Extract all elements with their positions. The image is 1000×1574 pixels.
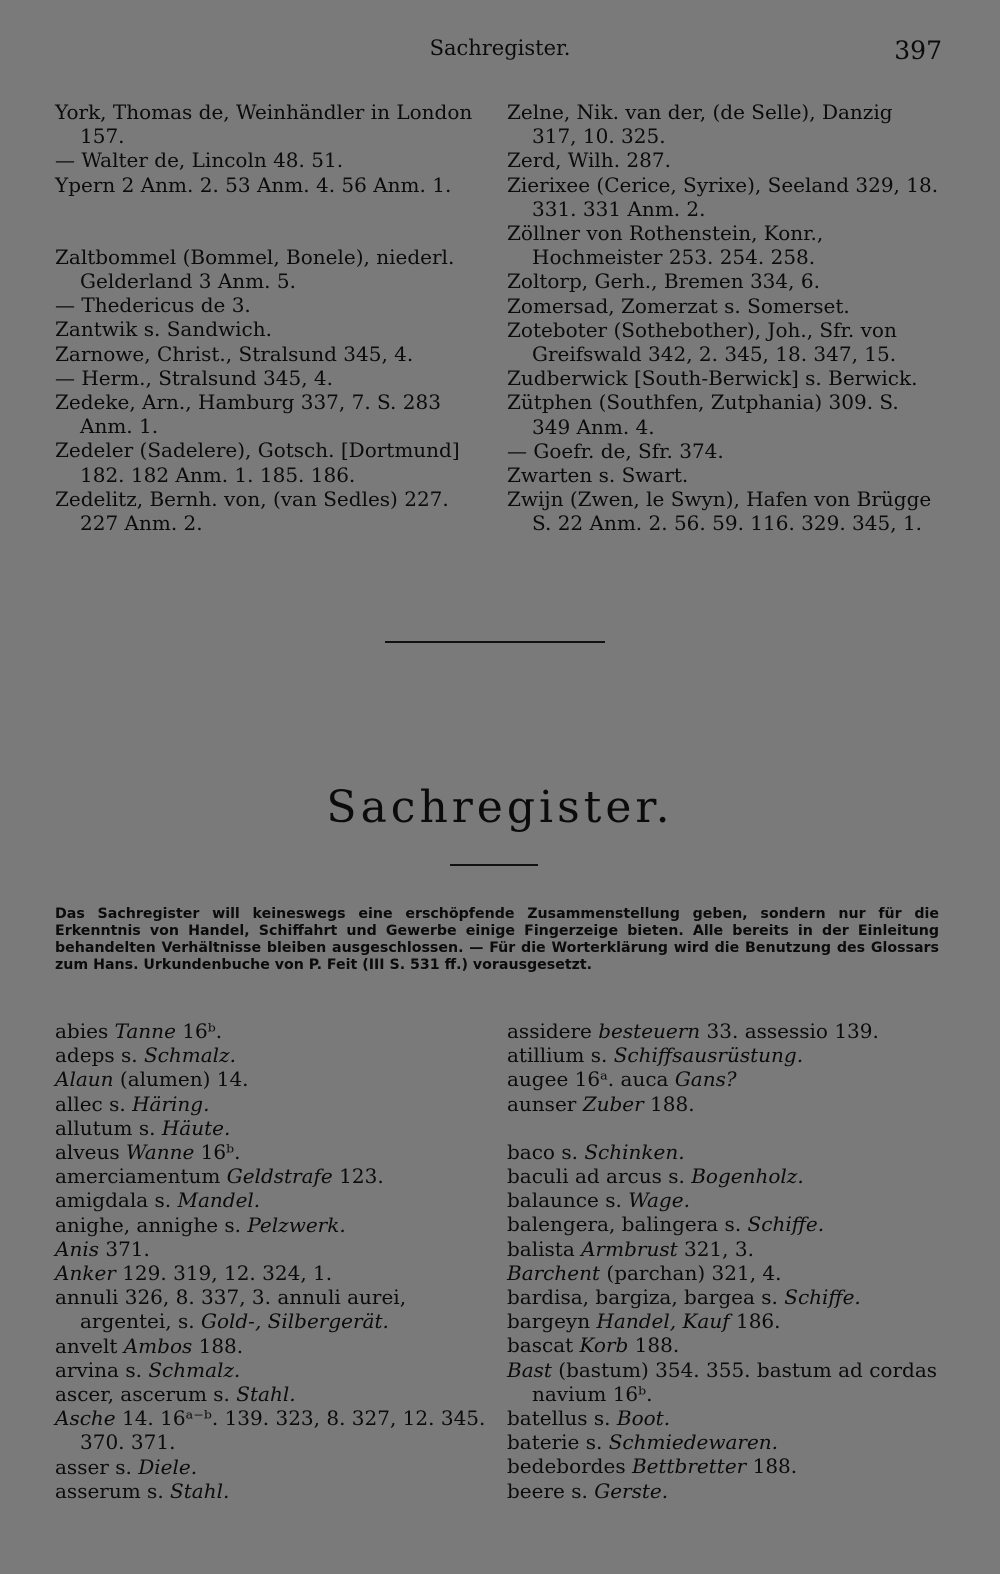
index-entry (55, 1285, 487, 1333)
index-entry (507, 1333, 939, 1357)
index-entry (507, 1430, 939, 1454)
index-entry (507, 1067, 939, 1091)
register-entry: Zwijn (Zwen, le Swyn), Hafen von Brügge S. 22 Anm. 2. 56. 59. 116. 329. 345, 1. (507, 487, 932, 536)
register-entry: Zelne, Nik. van der, (de Selle), Danzig 317, 10. 325. (507, 100, 893, 149)
entry-translation: Häute. (161, 1115, 231, 1140)
entry-term: allutum s. (55, 1115, 162, 1140)
register-entry: Zomersad, Zomerzat s. Somerset. (507, 293, 850, 318)
heading-underline (450, 864, 538, 866)
register-entry: Zudberwick [South-Berwick] s. Berwick. (507, 366, 918, 391)
entry-references: 188. (628, 1333, 680, 1358)
index-entry (55, 1067, 487, 1091)
index-entry (507, 1261, 939, 1285)
register-entry: Zedeler (Sadelere), Gotsch. [Dortmund] 182. 182 Anm. 1. 185. 186. (55, 438, 460, 487)
index-entry (55, 1019, 487, 1043)
section-divider (385, 641, 605, 643)
entry-translation: Handel, Kauf (596, 1309, 730, 1334)
index-entry (507, 1406, 939, 1430)
entry-translation: Stahl. (170, 1478, 230, 1503)
entry-references: 188. (746, 1454, 798, 1479)
register-entry: Zantwik s. Sandwich. (55, 317, 272, 342)
entry-term: assidere (507, 1019, 599, 1043)
index-entry (55, 1382, 487, 1406)
entry-translation: Schiffsausrüstung. (613, 1043, 804, 1068)
entry-translation: Diele. (138, 1454, 198, 1479)
entry-translation: Anker (55, 1261, 116, 1286)
entry-term: atillium s. (507, 1043, 614, 1068)
register-entry: — Walter de, Lincoln 48. 51. (55, 148, 344, 173)
entry-translation: Schiffe. (784, 1285, 861, 1310)
entry-gap (55, 197, 487, 221)
entry-term: ascer, ascerum s. (55, 1382, 237, 1407)
entry-references: 14. 16ᵃ⁻ᵇ. 139. 323, 8. 327, 12. 345. 370. 371. (80, 1406, 486, 1455)
entry-references: 188. (643, 1091, 695, 1116)
index-entry (507, 1140, 939, 1164)
entry-term: asser s. (55, 1454, 139, 1479)
index-entry (55, 1261, 487, 1285)
register-entry: — Thedericus de 3. (55, 293, 251, 318)
index-entry (507, 1237, 939, 1261)
entry-term: asserum s. (55, 1478, 171, 1503)
register-entry: — Herm., Stralsund 345, 4. (55, 365, 334, 390)
entry-term: abies (55, 1019, 115, 1043)
entry-gap (55, 221, 487, 245)
entry-references: 16ᵇ. (175, 1019, 223, 1043)
index-entry (55, 1140, 487, 1164)
entry-translation: Schmalz. (148, 1357, 241, 1382)
register-entry: Zoteboter (Sothebother), Joh., Sfr. von Greifswald 342, 2. 345, 18. 347, 15. (507, 317, 897, 367)
entry-term: amerciamentum (55, 1164, 227, 1189)
entry-term: batellus s. (507, 1406, 617, 1431)
entry-translation: besteuern (598, 1019, 701, 1043)
register-entry: Zedeke, Arn., Hamburg 337, 7. S. 283 Anm. 1. (55, 390, 441, 439)
running-title: Sachregister. (429, 36, 571, 60)
index-entry (55, 1043, 487, 1067)
entry-translation: Bettbretter (631, 1454, 747, 1479)
entry-translation: Schinken. (584, 1139, 685, 1164)
register-entry: York, Thomas de, Weinhändler in London 157. (55, 100, 473, 149)
intro-paragraph: Das Sachregister will keineswegs eine erschöpfende Zusammenstellung geben, sondern nur für die Erkenntnis von Handel, Schiffahrt und Gewerbe einige Fingerzeige bieten. Alle bereits in der Einleitung behandelten Verhältnisse bleiben ausgeschlossen. — Für die Worterklärung wird die Benutzung des Glossars zum Hans. Urkundenbuche von P. Feit (III S. 531 ff.) vorausgesetzt. (55, 906, 939, 973)
entry-term: augee 16ᵃ. auca (507, 1067, 675, 1092)
index-entry (507, 1043, 939, 1067)
entry-translation: Gold-, Silbergerät. (200, 1309, 389, 1334)
entry-gap (507, 1116, 939, 1140)
index-entry (507, 1358, 939, 1406)
entry-translation: Tanne (114, 1019, 176, 1043)
entry-term: arvina s. (55, 1357, 149, 1382)
index-entry (507, 1188, 939, 1212)
entry-translation: Boot. (616, 1406, 671, 1431)
entry-term: adeps s. (55, 1043, 144, 1068)
entry-translation: Barchent (507, 1260, 601, 1285)
entry-term: annuli 326, 8. 337, 3. annuli aurei, argentei, s. (55, 1285, 407, 1334)
entry-references: 321, 3. (677, 1236, 754, 1261)
index-entry (55, 1334, 487, 1358)
index-entry (55, 1237, 487, 1261)
index-entry (507, 1285, 939, 1309)
register-entry: Zedelitz, Bernh. von, (van Sedles) 227. 227 Anm. 2. (55, 486, 449, 536)
entry-term: amigdala s. (55, 1188, 178, 1213)
entry-term: anvelt (55, 1333, 124, 1358)
entry-translation: Häring. (132, 1091, 210, 1116)
entry-term: baterie s. (507, 1430, 609, 1455)
register-entry: Zwarten s. Swart. (507, 463, 689, 488)
entry-term: beere s. (507, 1478, 595, 1503)
entry-term: alveus (55, 1140, 126, 1165)
entry-translation: Anis (55, 1236, 99, 1261)
entry-translation: Wage. (628, 1188, 690, 1213)
entry-references: (bastum) 354. 355. bastum ad cordas navium 16ᵇ. (532, 1357, 937, 1406)
index-entry (507, 1092, 939, 1116)
entry-term: bedebordes (507, 1454, 632, 1479)
index-entry (55, 1164, 487, 1188)
upper-left-column (55, 100, 487, 535)
entry-references: 371. (98, 1236, 150, 1261)
index-entry (507, 1454, 939, 1478)
entry-term: allec s. (55, 1091, 133, 1116)
entry-translation: Korb (579, 1333, 629, 1358)
register-entry: Ypern 2 Anm. 2. 53 Anm. 4. 56 Anm. 1. (55, 172, 452, 197)
entry-term: bardisa, bargiza, bargea s. (507, 1285, 785, 1310)
entry-translation: Schmalz. (143, 1043, 236, 1068)
index-entry (507, 1309, 939, 1333)
entry-term: anighe, annighe s. (55, 1212, 248, 1237)
entry-translation: Stahl. (236, 1382, 296, 1407)
entry-references: 123. (332, 1164, 384, 1189)
index-entry (507, 1212, 939, 1236)
entry-translation: Pelzwerk. (247, 1212, 346, 1237)
index-entry (55, 1092, 487, 1116)
index-left-column (55, 1019, 487, 1503)
entry-translation: Zuber (582, 1091, 644, 1116)
index-entry (55, 1188, 487, 1212)
entry-translation: Bogenholz. (691, 1164, 804, 1189)
register-entry: Zütphen (Southfen, Zutphania) 309. S. 349 Anm. 4. (507, 390, 899, 439)
index-entry (507, 1479, 939, 1503)
register-entry: Zerd, Wilh. 287. (507, 148, 671, 173)
entry-translation: Schiffe. (747, 1212, 825, 1237)
index-entry (507, 1164, 939, 1188)
entry-translation: Bast (507, 1357, 552, 1382)
entry-term: baculi ad arcus s. (507, 1164, 692, 1189)
entry-references: 33. assessio 139. (700, 1019, 879, 1043)
page-number: 397 (894, 36, 942, 65)
entry-translation: Armbrust (581, 1236, 678, 1261)
upper-right-column (507, 100, 939, 536)
index-entry (55, 1479, 487, 1503)
entry-references: 186. (729, 1309, 781, 1334)
entry-translation: Ambos (123, 1333, 193, 1358)
index-entry (55, 1455, 487, 1479)
register-entry: Zierixee (Cerice, Syrixe), Seeland 329, 18. 331. 331 Anm. 2. (507, 172, 939, 221)
index-entry (55, 1358, 487, 1382)
entry-term: baco s. (507, 1139, 585, 1164)
entry-translation: Wanne (125, 1140, 195, 1165)
entry-references: (alumen) 14. (113, 1067, 249, 1092)
register-entry: Zaltbommel (Bommel, Bonele), niederl. Gelderland 3 Anm. 5. (55, 244, 455, 294)
register-entry: Zöllner von Rothenstein, Konr., Hochmeister 253. 254. 258. (507, 221, 824, 270)
entry-term: bascat (507, 1333, 580, 1358)
entry-translation: Asche (55, 1406, 116, 1431)
entry-term: balaunce s. (507, 1188, 629, 1213)
entry-term: bargeyn (507, 1309, 597, 1334)
entry-references: 188. (192, 1333, 244, 1358)
index-entry (55, 1406, 487, 1454)
register-entry: Zoltorp, Gerh., Bremen 334, 6. (507, 269, 820, 294)
entry-references: 16ᵇ. (194, 1140, 241, 1165)
entry-term: balengera, balingera s. (507, 1212, 748, 1237)
entry-references: 129. 319, 12. 324, 1. (115, 1261, 333, 1286)
index-entry (55, 1116, 487, 1140)
entry-translation: Gans? (674, 1067, 737, 1092)
entry-references: (parchan) 321, 4. (600, 1260, 782, 1285)
entry-term: balista (507, 1236, 582, 1261)
index-right-column (507, 1019, 939, 1503)
index-entry (507, 1019, 939, 1043)
entry-translation: Geldstrafe (226, 1164, 333, 1189)
entry-translation: Alaun (55, 1067, 114, 1092)
entry-term: aunser (507, 1091, 583, 1116)
index-entry (55, 1213, 487, 1237)
register-entry: Zarnowe, Christ., Stralsund 345, 4. (55, 341, 414, 366)
entry-translation: Mandel. (177, 1188, 261, 1213)
entry-translation: Schmiedewaren. (608, 1430, 779, 1455)
section-heading: Sachregister. (326, 782, 674, 833)
entry-translation: Gerste. (594, 1478, 669, 1503)
register-entry: — Goefr. de, Sfr. 374. (507, 438, 724, 463)
